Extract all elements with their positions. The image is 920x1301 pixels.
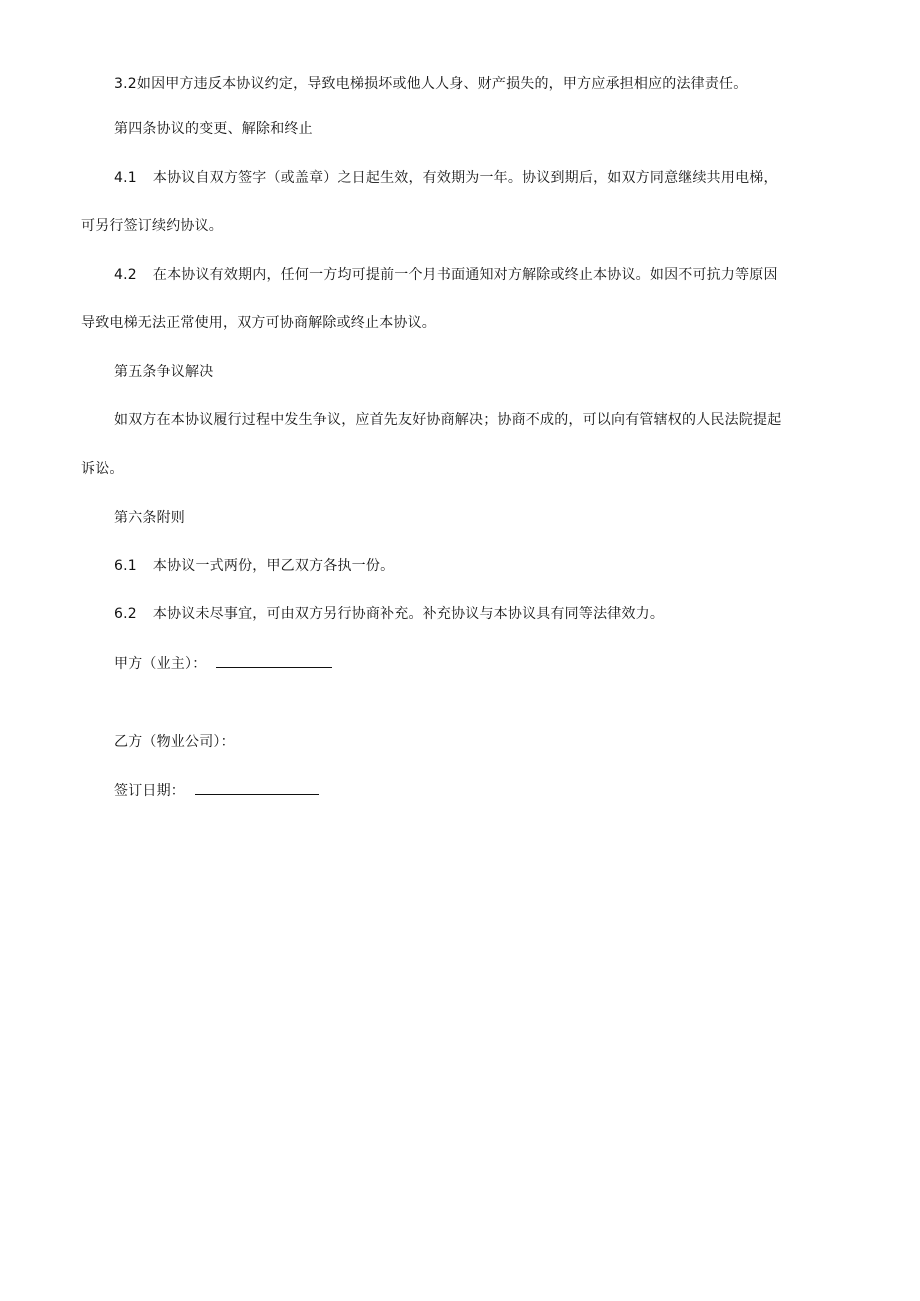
clause-4-2-number: 4.2	[114, 267, 137, 283]
clause-4-1-line1	[114, 168, 778, 188]
clause-4-2-line1	[114, 265, 778, 285]
clause-4-2-line2: 导致电梯无法正常使用，双方可协商解除或终止本协议。	[81, 315, 436, 331]
clause-3-2: 3.2如因甲方违反本协议约定，导致电梯损坏或他人人身、财产损失的，甲方应承担相应的法律责任。	[114, 76, 748, 92]
party-b-label: 乙方（物业公司）：	[114, 734, 235, 750]
clause-4-1-text: 本协议自双方签字（或盖章）之日起生效，有效期为一年。协议到期后，如双方同意继续共用电梯，	[152, 170, 778, 186]
party-a-signature-blank[interactable]	[216, 653, 332, 668]
article-5-body-line1: 如双方在本协议履行过程中发生争议，应首先友好协商解决；协商不成的，可以向有管辖权的人民法院提起	[114, 412, 782, 428]
article-6-heading: 第六条附则	[114, 510, 185, 526]
article-5-body-line2: 诉讼。	[81, 461, 124, 477]
clause-6-2-text: 本协议未尽事宜，可由双方另行协商补充。补充协议与本协议具有同等法律效力。	[152, 606, 665, 622]
sign-date-line	[114, 780, 319, 801]
clause-6-2	[114, 604, 664, 624]
sign-date-blank[interactable]	[195, 780, 319, 795]
clause-6-2-number: 6.2	[114, 606, 137, 622]
clause-4-1-number: 4.1	[114, 170, 137, 186]
clause-6-1-number: 6.1	[114, 558, 137, 574]
article-4-heading: 第四条协议的变更、解除和终止	[114, 121, 313, 137]
clause-4-2-text: 在本协议有效期内，任何一方均可提前一个月书面通知对方解除或终止本协议。如因不可抗力等原因	[152, 267, 778, 283]
clause-6-1-text: 本协议一式两份，甲乙双方各执一份。	[152, 558, 395, 574]
party-a-label: 甲方（业主）：	[114, 656, 207, 672]
sign-date-label: 签订日期：	[114, 783, 185, 799]
clause-6-1	[114, 556, 394, 576]
party-a-signature-line	[114, 653, 332, 674]
article-5-heading: 第五条争议解决	[114, 364, 214, 380]
clause-4-1-line2: 可另行签订续约协议。	[81, 218, 223, 234]
